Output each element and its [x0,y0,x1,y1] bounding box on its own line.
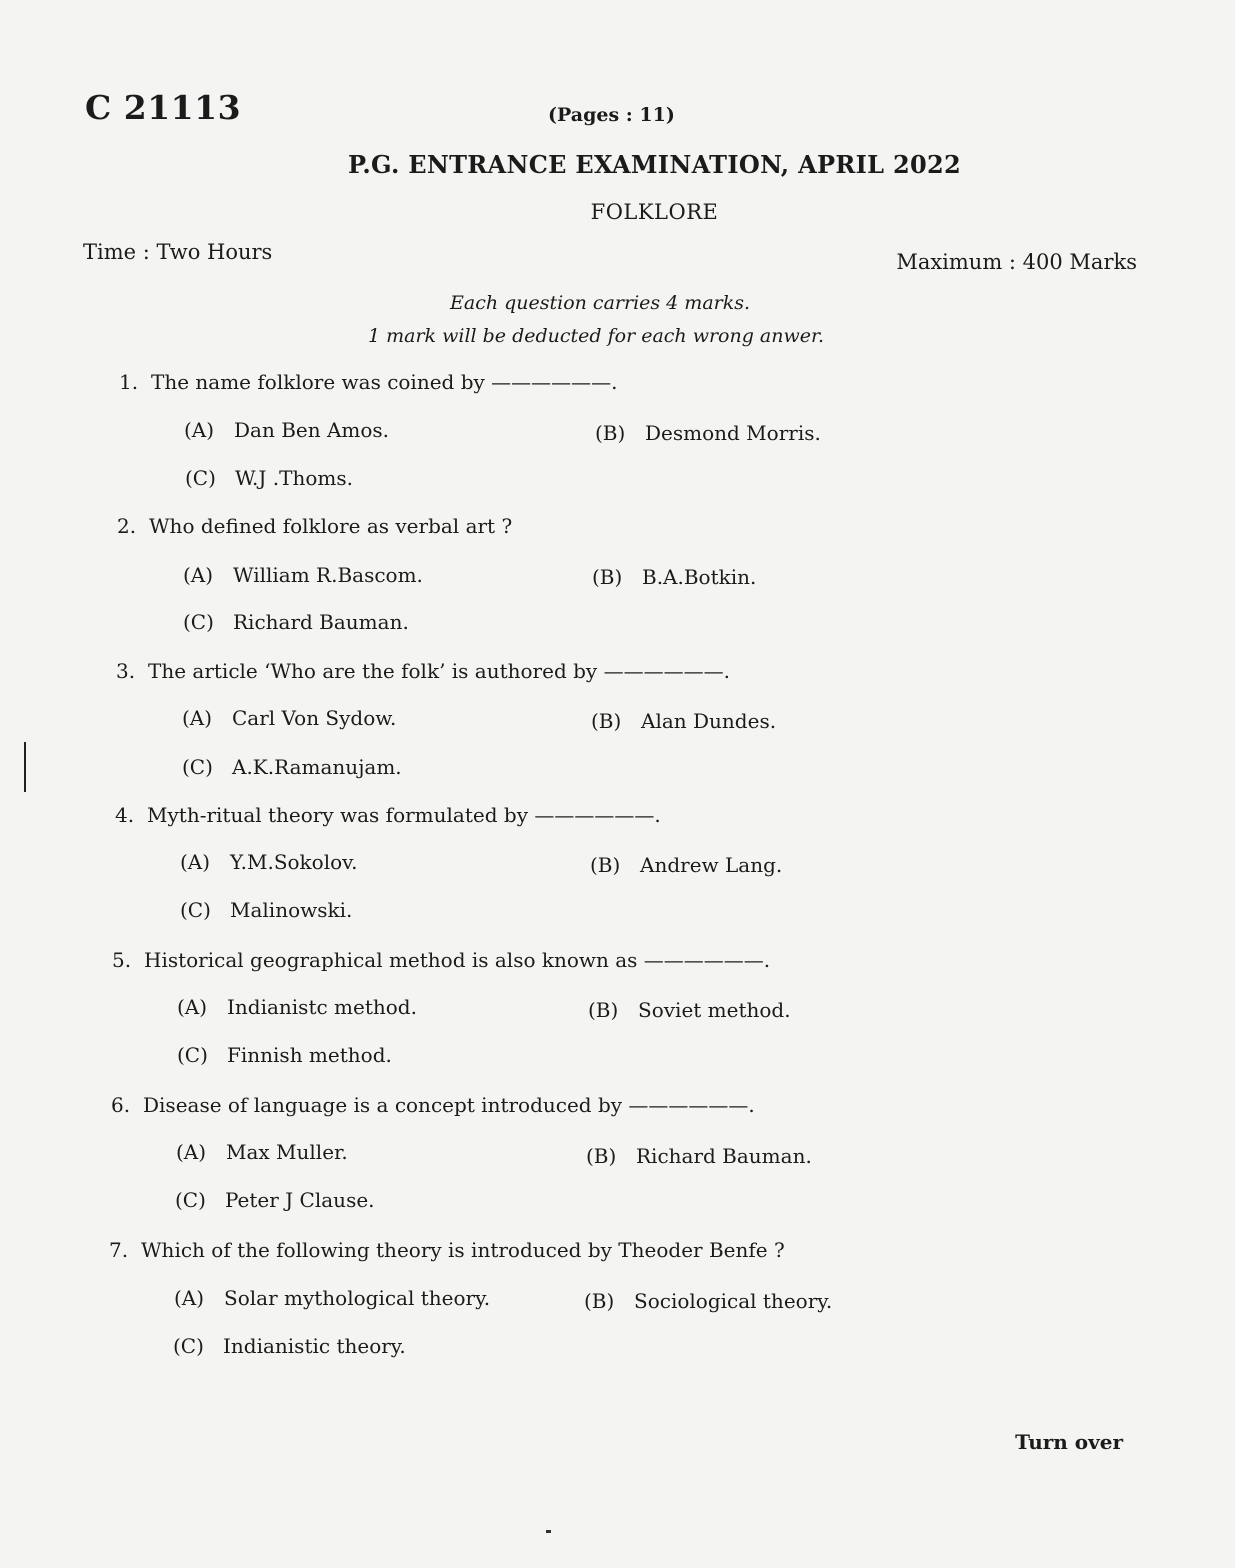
option-text: W.J .Thoms. [235,466,353,490]
option-3c [182,755,402,779]
question-text: Which of the following theory is introduced by Theoder Benfe ? [141,1238,785,1262]
option-text: Indianistc method. [227,995,417,1019]
question-5 [112,948,770,972]
option-label: (A) [180,850,211,874]
option-6b [586,1144,812,1168]
option-text: Andrew Lang. [640,853,783,877]
option-label: (C) [183,610,214,634]
option-label: (B) [584,1289,615,1313]
option-1c [185,466,353,490]
question-number: 1. [119,370,139,394]
option-label: (A) [182,706,213,730]
question-text: Disease of language is a concept introduced by ——————. [143,1093,755,1117]
question-text: The article ‘Who are the folk’ is authored by ——————. [148,659,730,683]
option-text: William R.Bascom. [233,563,423,587]
option-label: (B) [595,421,626,445]
question-number: 4. [115,803,135,827]
question-7 [109,1238,785,1262]
option-2b [592,565,756,589]
question-text: The name folklore was coined by ——————. [151,370,618,394]
option-5c [177,1043,392,1067]
margin-pen-mark [24,742,26,792]
option-label: (B) [586,1144,617,1168]
question-3 [116,659,730,683]
option-text: Desmond Morris. [645,421,821,445]
option-text: Richard Bauman. [233,610,409,634]
question-text: Who defined folklore as verbal art ? [149,514,513,538]
option-label: (A) [176,1140,207,1164]
option-text: Finnish method. [227,1043,392,1067]
option-3a [182,706,396,730]
instruction-marks: Each question carries 4 marks. [450,292,751,314]
option-1a [184,418,389,442]
question-number: 2. [117,514,137,538]
option-4a [180,850,357,874]
option-6a [176,1140,348,1164]
option-label: (B) [590,853,621,877]
option-text: Sociological theory. [634,1289,833,1313]
option-1b [595,421,821,445]
option-6c [175,1188,375,1212]
option-label: (C) [175,1188,206,1212]
option-5b [588,998,791,1022]
option-5a [177,995,417,1019]
option-text: B.A.Botkin. [642,565,757,589]
option-text: Dan Ben Amos. [234,418,390,442]
option-label: (C) [182,755,213,779]
question-number: 3. [116,659,136,683]
question-2 [117,514,512,538]
option-7b [584,1289,832,1313]
option-text: Carl Von Sydow. [232,706,397,730]
option-text: Richard Bauman. [636,1144,812,1168]
margin-dot [546,1530,551,1533]
question-text: Myth-ritual theory was formulated by ——————. [147,803,661,827]
option-label: (A) [177,995,208,1019]
option-text: Max Muller. [226,1140,348,1164]
question-number: 5. [112,948,132,972]
option-label: (C) [173,1334,204,1358]
option-label: (C) [180,898,211,922]
question-1 [119,370,618,394]
page-count: (Pages : 11) [548,104,675,126]
option-label: (A) [183,563,214,587]
question-text: Historical geographical method is also known as ——————. [144,948,771,972]
exam-title: P.G. ENTRANCE EXAMINATION, APRIL 2022 [348,150,961,179]
question-number: 6. [111,1093,131,1117]
subject-title: FOLKLORE [590,200,719,224]
option-label: (C) [177,1043,208,1067]
turn-over-note: Turn over [1015,1430,1123,1454]
option-text: Soviet method. [638,998,791,1022]
option-7c [173,1334,406,1358]
question-4 [115,803,661,827]
option-label: (B) [591,709,622,733]
option-text: Solar mythological theory. [224,1286,491,1310]
option-label: (A) [174,1286,205,1310]
option-4b [590,853,782,877]
question-number: 7. [109,1238,129,1262]
option-4c [180,898,352,922]
option-3b [591,709,776,733]
option-7a [174,1286,490,1310]
option-text: Alan Dundes. [641,709,777,733]
option-2c [183,610,409,634]
option-label: (B) [588,998,619,1022]
option-text: Y.M.Sokolov. [230,850,358,874]
option-text: A.K.Ramanujam. [232,755,402,779]
paper-code: C 21113 [85,88,242,127]
option-text: Malinowski. [230,898,353,922]
option-label: (C) [185,466,216,490]
option-label: (A) [184,418,215,442]
question-6 [111,1093,755,1117]
option-text: Indianistic theory. [223,1334,406,1358]
option-2a [183,563,423,587]
maximum-marks: Maximum : 400 Marks [896,250,1137,274]
instruction-negative: 1 mark will be deducted for each wrong anwer. [368,325,825,347]
option-label: (B) [592,565,623,589]
option-text: Peter J Clause. [225,1188,375,1212]
time-allowed: Time : Two Hours [83,240,273,264]
